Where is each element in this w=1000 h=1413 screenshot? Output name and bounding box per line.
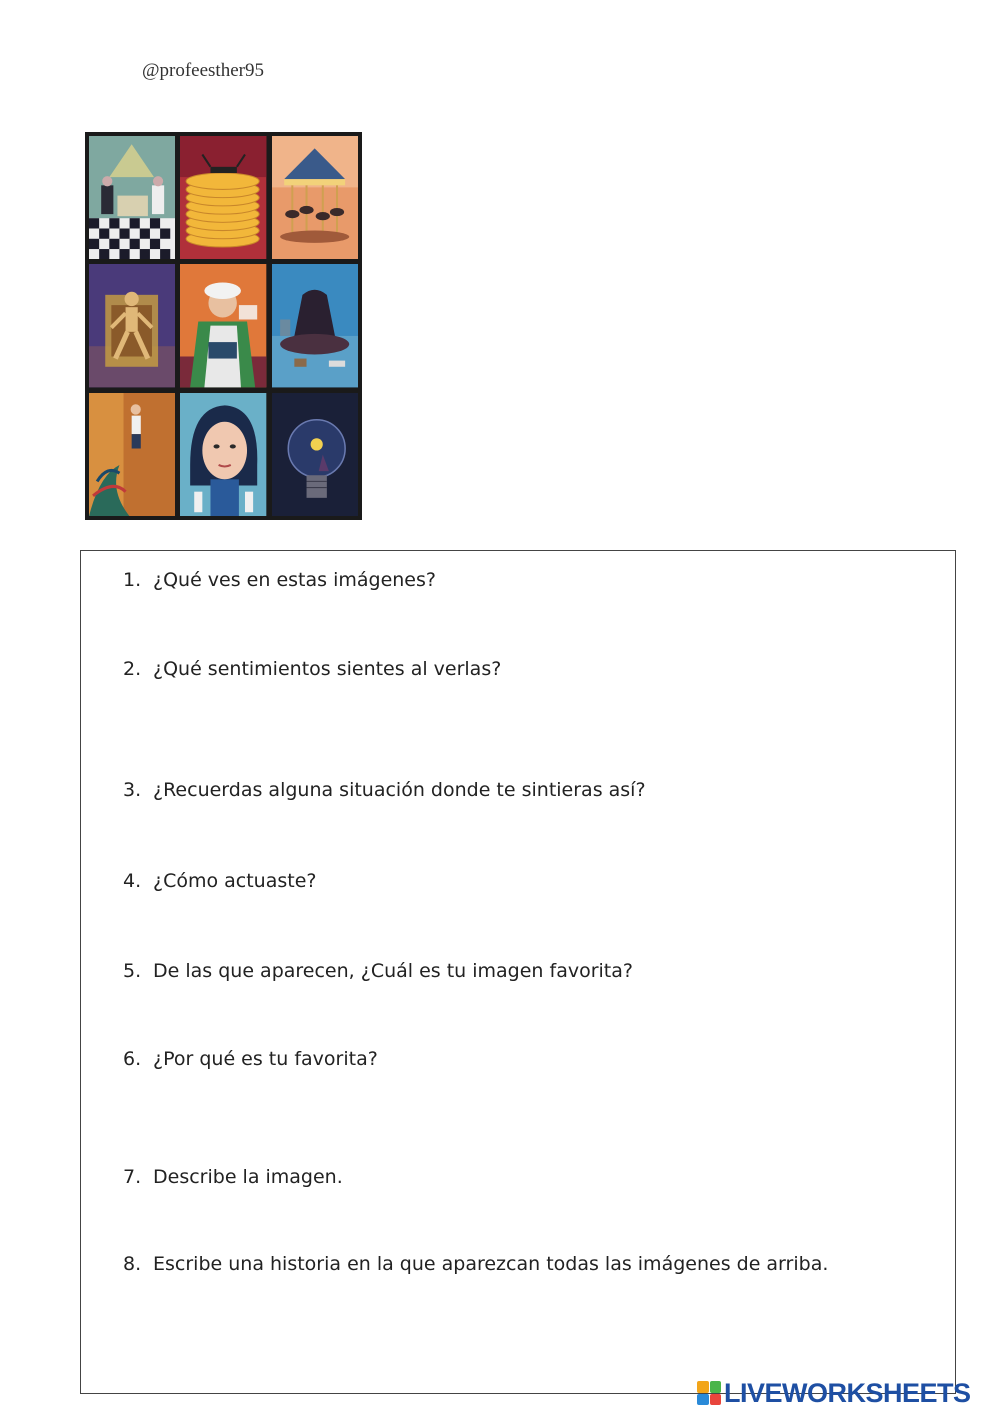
liveworksheets-icon [697, 1381, 721, 1405]
liveworksheets-brand: LIVEWORKSHEETS [724, 1377, 971, 1408]
author-handle: @profeesther95 [142, 60, 264, 81]
question-5: 5. De las que aparecen, ¿Cuál es tu imagen favorita? [123, 960, 633, 982]
question-6: 6. ¿Por qué es tu favorita? [123, 1048, 378, 1070]
questions-box [80, 550, 956, 1394]
tile-old-man [180, 264, 266, 387]
question-4: 4. ¿Cómo actuaste? [123, 870, 317, 892]
liveworksheets-logo [697, 1378, 971, 1408]
question-7: 7. Describe la imagen. [123, 1166, 343, 1188]
tile-falling-boy [89, 393, 175, 516]
picture-grid [85, 132, 362, 520]
tile-lightbulb [272, 393, 358, 516]
tile-carousel [272, 136, 358, 259]
tile-chess-game [89, 136, 175, 259]
tile-girl-portrait [180, 393, 266, 516]
tile-wooden-mannequin [89, 264, 175, 387]
question-3: 3. ¿Recuerdas alguna situación donde te sintieras así? [123, 779, 646, 801]
question-2: 2. ¿Qué sentimientos sientes al verlas? [123, 658, 502, 680]
tile-pancake-stack [180, 136, 266, 259]
question-8: 8. Escribe una historia en la que aparezcan todas las imágenes de arriba. [123, 1253, 829, 1275]
tile-coat-and-objects [272, 264, 358, 387]
question-1: 1. ¿Qué ves en estas imágenes? [123, 569, 436, 591]
